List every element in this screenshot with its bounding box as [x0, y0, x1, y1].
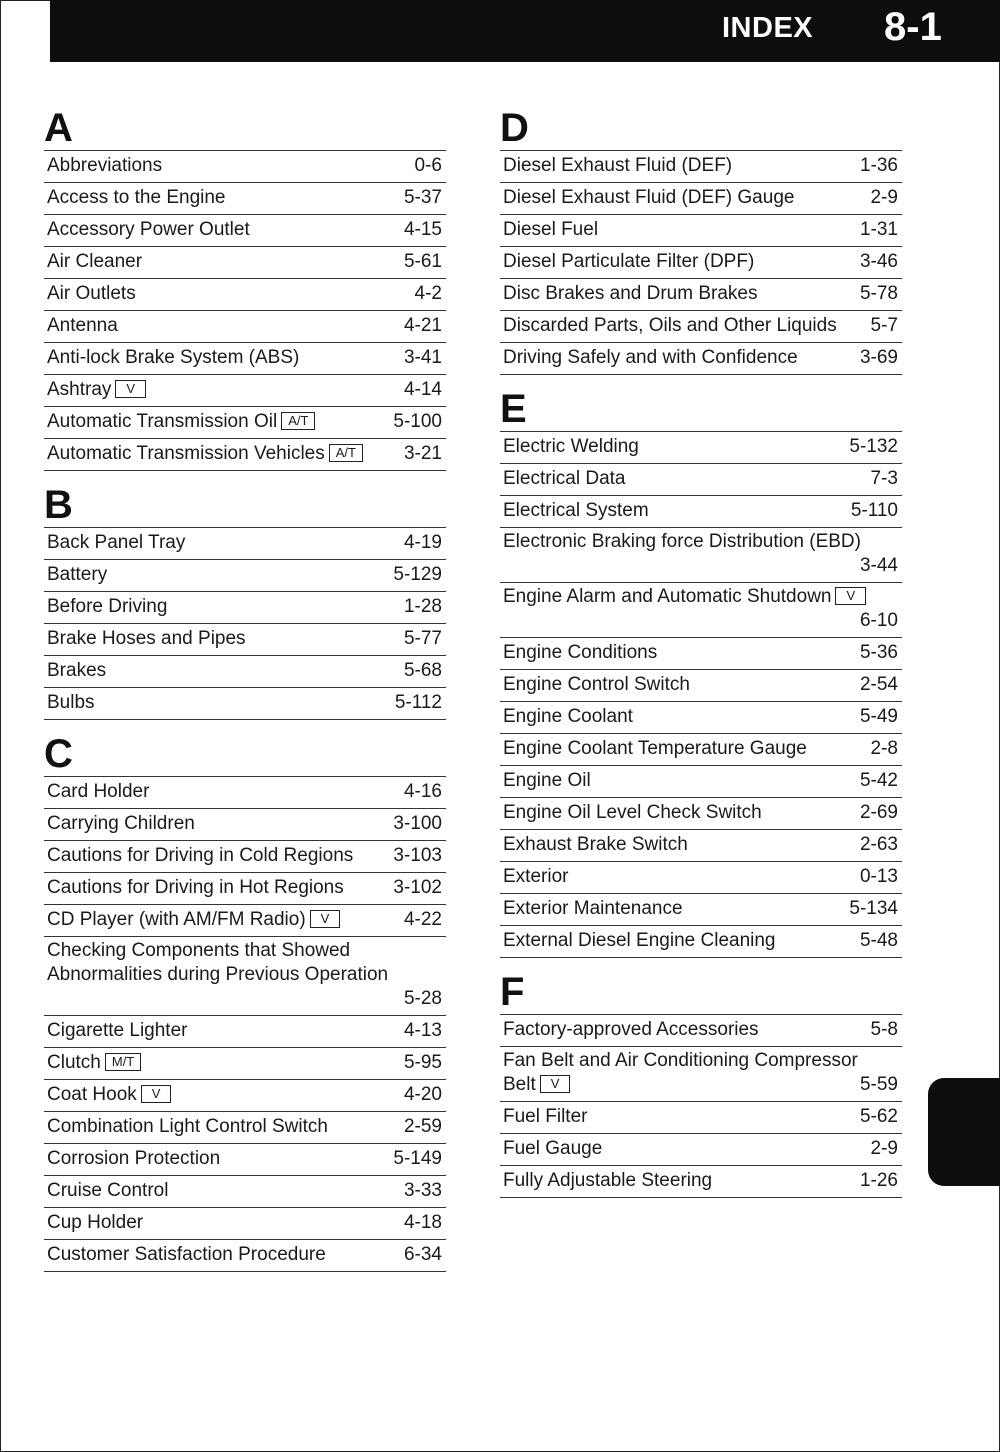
section-letter: B: [44, 483, 73, 527]
entry-name: Disc Brakes and Drum Brakes: [503, 283, 758, 304]
entry-name: Exterior: [503, 866, 569, 887]
index-column-left: [44, 104, 446, 1282]
entry-name: Card Holder: [47, 781, 150, 802]
entry-name: Antenna: [47, 315, 118, 336]
index-entry[interactable]: [500, 1015, 902, 1047]
entry-page: 4-21: [403, 315, 442, 336]
index-entry[interactable]: [500, 279, 902, 311]
index-entry[interactable]: [500, 926, 902, 958]
entry-page: 5-78: [859, 283, 898, 304]
entry-name: Air Cleaner: [47, 251, 143, 272]
index-entry[interactable]: [500, 670, 902, 702]
index-entry[interactable]: [500, 432, 902, 464]
entry-list: [500, 1014, 902, 1198]
entry-page: 4-15: [403, 219, 442, 240]
entry-name: Air Outlets: [47, 283, 136, 304]
index-entry[interactable]: [500, 766, 902, 798]
index-entry[interactable]: [500, 183, 902, 215]
index-entry[interactable]: [500, 1102, 902, 1134]
section-letter: A: [44, 106, 73, 150]
header-bar: [50, 0, 1000, 62]
index-entry[interactable]: [500, 734, 902, 766]
entry-name: Cigarette Lighter: [47, 1020, 188, 1041]
entry-page: 3-46: [859, 251, 898, 272]
entry-name: Coat Hook V: [47, 1083, 171, 1107]
index-entry[interactable]: [500, 496, 902, 528]
entry-page: 4-19: [403, 532, 442, 553]
index-entry[interactable]: [500, 528, 902, 583]
entry-page: 1-31: [859, 219, 898, 240]
index-section-f: [500, 968, 902, 1198]
entry-page: 5-28: [403, 988, 442, 1009]
entry-page: 5-95: [403, 1052, 442, 1073]
entry-page: 1-26: [859, 1170, 898, 1191]
entry-name: Electrical Data: [503, 468, 626, 489]
entry-page: 5-132: [849, 436, 898, 457]
entry-list: [44, 150, 446, 471]
index-entry[interactable]: [44, 905, 446, 937]
entry-name: Electric Welding: [503, 436, 639, 457]
entry-name: External Diesel Engine Cleaning: [503, 930, 776, 951]
entry-name: Bulbs: [47, 692, 95, 713]
index-entry[interactable]: [44, 1144, 446, 1176]
entry-page: 6-34: [403, 1244, 442, 1265]
section-letter: F: [500, 970, 525, 1014]
entry-name: Ashtray V: [47, 378, 146, 402]
entry-page: 5-59: [859, 1074, 898, 1095]
entry-name: Fuel Filter: [503, 1106, 588, 1127]
index-entry[interactable]: [44, 343, 446, 375]
entry-page: 5-48: [859, 930, 898, 951]
index-entry[interactable]: [44, 215, 446, 247]
index-entry[interactable]: [44, 688, 446, 720]
index-entry[interactable]: [44, 560, 446, 592]
entry-name: Cruise Control: [47, 1180, 169, 1201]
entry-name: Discarded Parts, Oils and Other Liquids: [503, 315, 837, 336]
entry-name: CD Player (with AM/FM Radio) V: [47, 908, 340, 932]
index-entry[interactable]: [44, 1048, 446, 1080]
index-entry[interactable]: [44, 528, 446, 560]
entry-name: Fan Belt and Air Conditioning Compressor Belt V 5-59: [503, 1050, 898, 1095]
entry-name: Engine Alarm and Automatic Shutdown V: [503, 585, 898, 609]
entry-page: 5-7: [870, 315, 898, 336]
entry-name: Brake Hoses and Pipes: [47, 628, 246, 649]
index-section-c: [44, 730, 446, 1272]
index-entry[interactable]: [500, 702, 902, 734]
index-entry[interactable]: [44, 592, 446, 624]
entry-page: 7-3: [870, 468, 898, 489]
index-entry[interactable]: [500, 343, 902, 375]
index-entry[interactable]: [44, 375, 446, 407]
index-entry[interactable]: [500, 894, 902, 926]
entry-page: 2-9: [870, 1138, 898, 1159]
entry-page: 2-54: [859, 674, 898, 695]
entry-page: 4-22: [403, 909, 442, 930]
header-title: INDEX: [722, 12, 814, 44]
entry-name: Combination Light Control Switch: [47, 1116, 328, 1137]
index-entry[interactable]: [44, 841, 446, 873]
entry-list: [44, 527, 446, 720]
index-entry[interactable]: [44, 1240, 446, 1272]
index-section-e: [500, 385, 902, 958]
entry-name: Diesel Fuel: [503, 219, 599, 240]
entry-page: 6-10: [859, 610, 898, 631]
entry-page: 3-41: [403, 347, 442, 368]
index-entry[interactable]: [44, 1016, 446, 1048]
entry-name: Factory-approved Accessories: [503, 1019, 759, 1040]
entry-name: Diesel Exhaust Fluid (DEF) Gauge: [503, 187, 795, 208]
entry-name: Checking Components that Showed Abnormalities during Previous Operation: [47, 940, 389, 985]
entry-page: 1-28: [403, 596, 442, 617]
entry-name: Accessory Power Outlet: [47, 219, 250, 240]
entry-name: Cautions for Driving in Hot Regions: [47, 877, 344, 898]
entry-page: 5-49: [859, 706, 898, 727]
entry-page: 4-13: [403, 1020, 442, 1041]
index-entry[interactable]: [44, 1080, 446, 1112]
index-entry[interactable]: [44, 656, 446, 688]
section-letter: D: [500, 106, 529, 150]
index-entry[interactable]: [44, 247, 446, 279]
entry-page: 5-129: [393, 564, 442, 585]
entry-name: Corrosion Protection: [47, 1148, 221, 1169]
entry-page: 2-59: [403, 1116, 442, 1137]
entry-page: 0-13: [859, 866, 898, 887]
entry-page: 3-44: [859, 555, 898, 576]
entry-name: Anti-lock Brake System (ABS): [47, 347, 300, 368]
entry-list: [500, 431, 902, 958]
entry-page: 5-42: [859, 770, 898, 791]
entry-name: Back Panel Tray: [47, 532, 186, 553]
entry-name: Before Driving: [47, 596, 168, 617]
entry-name: Engine Coolant: [503, 706, 633, 727]
entry-name: Fuel Gauge: [503, 1138, 603, 1159]
entry-name: Cup Holder: [47, 1212, 144, 1233]
entry-page: 5-62: [859, 1106, 898, 1127]
index-entry[interactable]: [44, 439, 446, 471]
entry-name: Electronic Braking force Distribution (EBD): [503, 531, 861, 552]
index-entry[interactable]: [500, 638, 902, 670]
vehicle-type-badge: V: [540, 1075, 571, 1093]
entry-name: Driving Safely and with Confidence: [503, 347, 798, 368]
index-entry[interactable]: [500, 583, 902, 638]
entry-page: 5-110: [850, 500, 898, 521]
index-entry[interactable]: [44, 279, 446, 311]
entry-name: Engine Oil: [503, 770, 591, 791]
entry-name: Automatic Transmission Vehicles A/T: [47, 442, 363, 466]
entry-name: Carrying Children: [47, 813, 195, 834]
entry-name: Battery: [47, 564, 108, 585]
entry-name: Engine Coolant Temperature Gauge: [503, 738, 807, 759]
entry-list: [500, 150, 902, 375]
entry-page: 4-14: [403, 379, 442, 400]
index-entry[interactable]: [500, 215, 902, 247]
index-entry[interactable]: [500, 1166, 902, 1198]
index-entry[interactable]: [500, 311, 902, 343]
entry-page: 4-2: [414, 283, 442, 304]
index-section-d: [500, 104, 902, 375]
entry-name: Engine Conditions: [503, 642, 658, 663]
index-entry[interactable]: [44, 151, 446, 183]
entry-page: 5-77: [403, 628, 442, 649]
index-entry[interactable]: [500, 247, 902, 279]
entry-page: 5-8: [870, 1019, 898, 1040]
entry-page: 3-21: [403, 443, 442, 464]
entry-page: 1-36: [859, 155, 898, 176]
index-entry[interactable]: [44, 407, 446, 439]
page-number: 8-1: [884, 5, 942, 49]
entry-page: 5-61: [403, 251, 442, 272]
entry-page: 5-149: [393, 1148, 442, 1169]
vehicle-type-badge: V: [115, 380, 146, 398]
index-entry[interactable]: [500, 798, 902, 830]
entry-name: Access to the Engine: [47, 187, 226, 208]
entry-name: Exhaust Brake Switch: [503, 834, 688, 855]
entry-name: Abbreviations: [47, 155, 163, 176]
index-entry[interactable]: [44, 1112, 446, 1144]
vehicle-type-badge: V: [835, 587, 866, 605]
entry-page: 4-20: [403, 1084, 442, 1105]
entry-page: 2-63: [859, 834, 898, 855]
index-entry[interactable]: [44, 1176, 446, 1208]
entry-name: Electrical System: [503, 500, 649, 521]
entry-name: Customer Satisfaction Procedure: [47, 1244, 326, 1265]
entry-name: Fully Adjustable Steering: [503, 1170, 713, 1191]
index-section-a: [44, 104, 446, 471]
index-entry[interactable]: [44, 809, 446, 841]
index-entry[interactable]: [44, 624, 446, 656]
entry-page: 5-112: [394, 692, 442, 713]
entry-page: 5-68: [403, 660, 442, 681]
section-tab: [928, 1078, 1000, 1186]
index-entry[interactable]: [44, 873, 446, 905]
entry-page: 2-69: [859, 802, 898, 823]
entry-name: Clutch M/T: [47, 1051, 141, 1075]
entry-name: Exterior Maintenance: [503, 898, 683, 919]
index-entry[interactable]: [500, 862, 902, 894]
index-entry[interactable]: [500, 1134, 902, 1166]
section-letter: C: [44, 732, 73, 776]
index-entry[interactable]: [44, 183, 446, 215]
entry-page: 3-100: [393, 813, 442, 834]
index-section-b: [44, 481, 446, 720]
entry-page: 5-100: [393, 411, 442, 432]
entry-page: 5-36: [859, 642, 898, 663]
entry-name: Automatic Transmission Oil A/T: [47, 410, 315, 434]
entry-list: [44, 776, 446, 1272]
entry-name: Cautions for Driving in Cold Regions: [47, 845, 354, 866]
entry-page: 3-102: [393, 877, 442, 898]
entry-page: 5-37: [403, 187, 442, 208]
index-entry[interactable]: [44, 1208, 446, 1240]
index-entry[interactable]: [500, 1047, 902, 1102]
entry-name: Engine Control Switch: [503, 674, 690, 695]
entry-name: Brakes: [47, 660, 107, 681]
entry-page: 0-6: [414, 155, 442, 176]
index-entry[interactable]: [500, 830, 902, 862]
index-entry[interactable]: [500, 464, 902, 496]
entry-page: 5-134: [849, 898, 898, 919]
entry-name: Engine Oil Level Check Switch: [503, 802, 762, 823]
entry-page: 2-9: [870, 187, 898, 208]
vehicle-type-badge: V: [310, 910, 341, 928]
index-entry[interactable]: [44, 937, 446, 1016]
vehicle-type-badge: M/T: [105, 1053, 141, 1071]
entry-name: Diesel Particulate Filter (DPF): [503, 251, 755, 272]
vehicle-type-badge: A/T: [329, 444, 363, 462]
vehicle-type-badge: A/T: [281, 412, 315, 430]
index-entry[interactable]: [44, 777, 446, 809]
entry-page: 4-16: [403, 781, 442, 802]
entry-page: 3-103: [393, 845, 442, 866]
vehicle-type-badge: V: [141, 1085, 172, 1103]
entry-name: Diesel Exhaust Fluid (DEF): [503, 155, 733, 176]
entry-page: 2-8: [870, 738, 898, 759]
index-entry[interactable]: [44, 311, 446, 343]
entry-page: 4-18: [403, 1212, 442, 1233]
section-letter: E: [500, 387, 527, 431]
entry-page: 3-33: [403, 1180, 442, 1201]
entry-page: 3-69: [859, 347, 898, 368]
index-entry[interactable]: [500, 151, 902, 183]
index-column-right: [500, 104, 902, 1208]
